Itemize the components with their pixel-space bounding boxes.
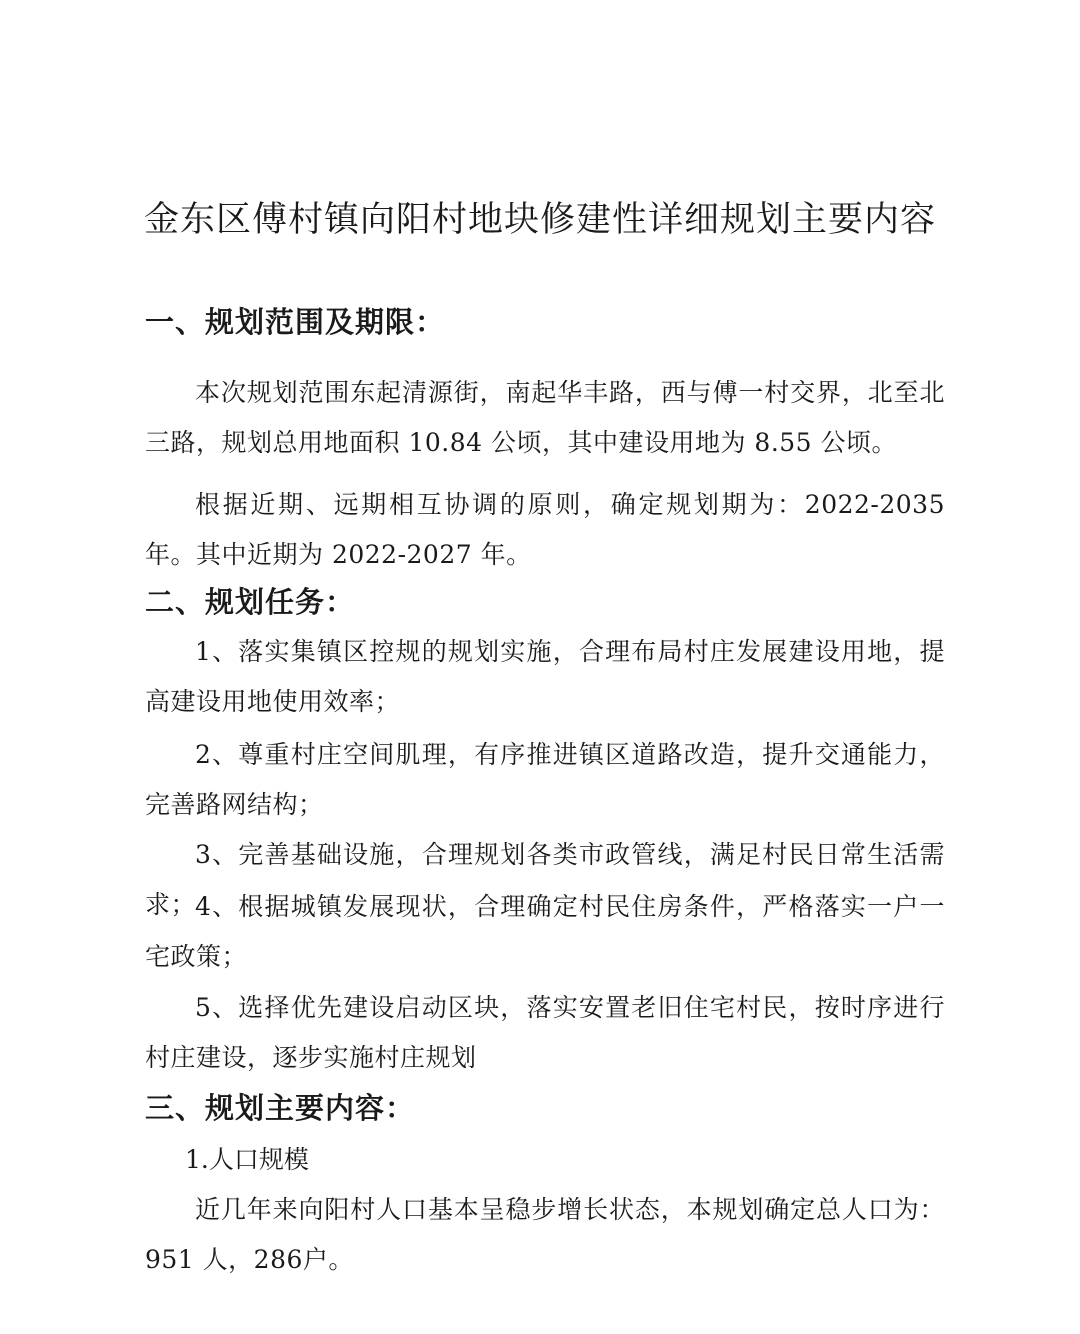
paragraph-planning-period: 根据近期、远期相互协调的原则，确定规划期为：2022-2035 年。其中近期为 2022-2027 年。	[145, 490, 945, 569]
subheading-population-scale: 1.人口规模	[185, 1145, 309, 1174]
section-heading-main-content: 三、规划主要内容：	[145, 1091, 416, 1125]
task-item-1: 1、落实集镇区控规的规划实施，合理布局村庄发展建设用地，提高建设用地使用效率；	[145, 637, 945, 716]
task-item-4: 4、根据城镇发展现状，合理确定村民住房条件，严格落实一户一宅政策；	[145, 892, 945, 971]
document-title: 金东区傅村镇向阳村地块修建性详细规划主要内容	[143, 200, 936, 240]
section-heading-scope: 一、规划范围及期限：	[145, 305, 446, 339]
task-item-5: 5、选择优先建设启动区块，落实安置老旧住宅村民，按时序进行村庄建设，逐步实施村庄规划	[145, 993, 945, 1072]
section-heading-tasks: 二、规划任务：	[145, 585, 356, 619]
task-item-2: 2、尊重村庄空间肌理，有序推进镇区道路改造，提升交通能力，完善路网结构；	[145, 740, 945, 819]
task-item-3: 3、完善基础设施，合理规划各类市政管线，满足村民日常生活需求；	[145, 840, 945, 919]
paragraph-scope-area: 本次规划范围东起清源街，南起华丰路，西与傅一村交界，北至北三路，规划总用地面积 10.84 公顷，其中建设用地为 8.55 公顷。	[145, 378, 945, 457]
paragraph-population: 近几年来向阳村人口基本呈稳步增长状态，本规划确定总人口为：951 人，286户。	[145, 1195, 945, 1274]
